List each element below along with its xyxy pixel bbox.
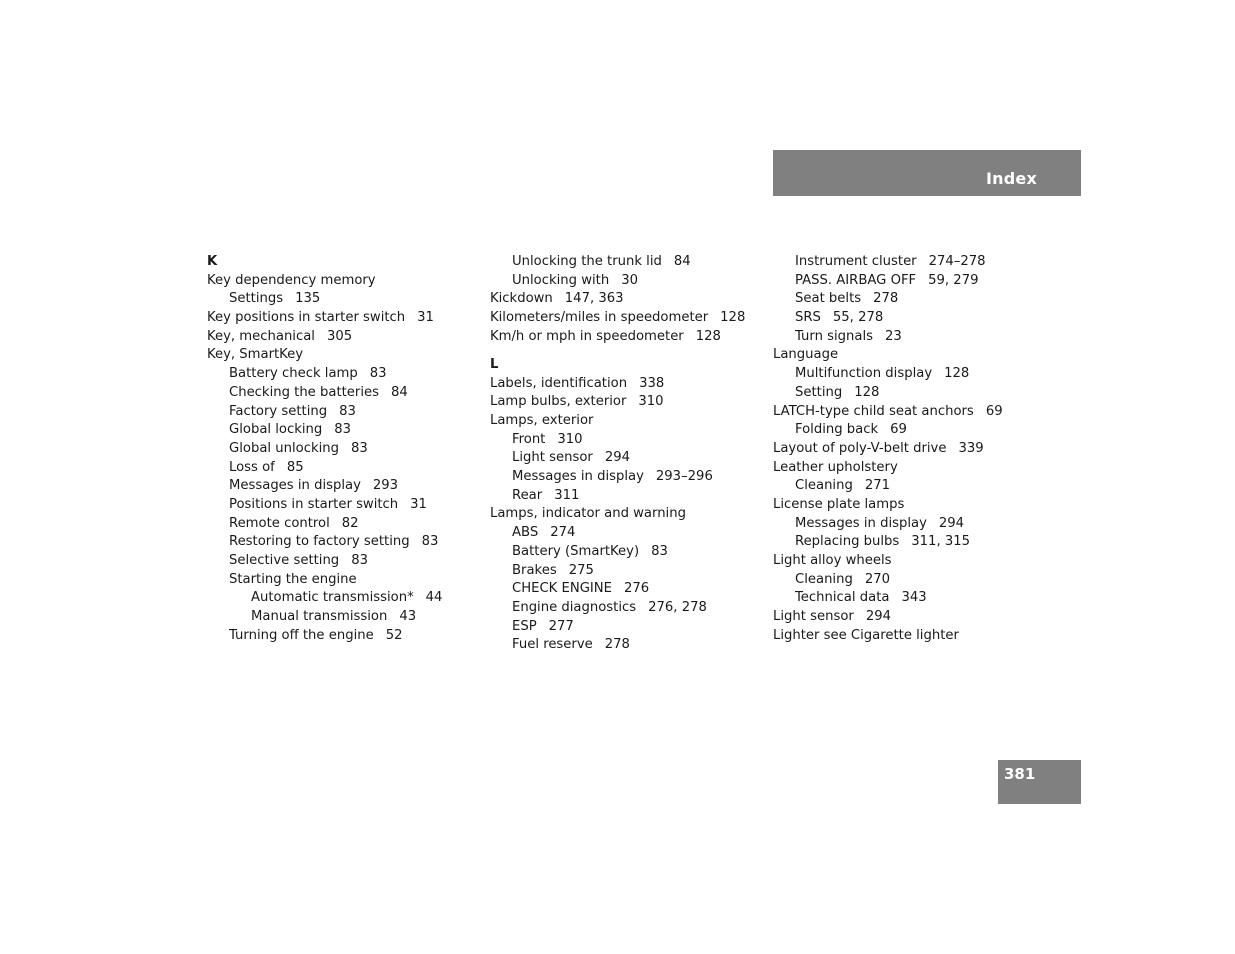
index-entry-page: 274 (550, 525, 576, 541)
index-entry-term: Messages in display (512, 469, 644, 485)
index-entry-term: Light sensor (773, 609, 854, 625)
index-entry-page: 128 (695, 328, 721, 344)
index-entry (207, 477, 477, 496)
page-number-box (998, 760, 1081, 804)
index-entry (773, 328, 1043, 347)
index-entry (773, 309, 1043, 328)
index-entry-term: LATCH-type child seat anchors (773, 403, 974, 419)
index-entry (207, 440, 477, 459)
index-entry (207, 496, 477, 515)
index-entry (490, 272, 760, 291)
index-entry-term: Unlocking the trunk lid (512, 254, 662, 269)
index-entry-term: SRS (795, 310, 821, 326)
index-entry (207, 589, 477, 608)
index-entry-term: Selective setting (229, 553, 340, 568)
header-bar (773, 150, 1081, 196)
index-entry (773, 496, 1043, 515)
index-entry (773, 403, 1043, 422)
index-entry-page: 44 (425, 590, 443, 606)
index-entry-page: 55, 278 (832, 310, 884, 326)
index-entry-page: 135 (295, 291, 321, 307)
index-entry-term: Folding back (795, 422, 879, 438)
index-entry-term: Settings (229, 291, 284, 307)
index-entry (490, 487, 760, 506)
index-entry (207, 571, 477, 590)
index-entry-term: Turn signals (795, 328, 874, 344)
index-entry-term: Key dependency memory (207, 272, 376, 288)
index-entry (490, 599, 760, 618)
index-entry-page: 83 (421, 534, 439, 550)
index-entry (207, 309, 477, 328)
index-entry (490, 449, 760, 468)
index-entry (207, 515, 477, 534)
index-entry (773, 627, 1043, 646)
index-entry-page: 83 (351, 440, 368, 456)
index-entry (207, 365, 477, 384)
index-entry-page: 278 (604, 637, 630, 653)
index-entry-page: 31 (417, 310, 434, 326)
index-entry-term: Lighter see Cigarette lighter (773, 627, 959, 643)
index-entry-term: Front (512, 431, 546, 447)
index-entry-term: Light alloy wheels (773, 553, 892, 568)
index-entry-term: Fuel reserve (512, 637, 593, 653)
index-entry (490, 375, 760, 394)
index-entry (207, 533, 477, 552)
index-entry-term: Kilometers/miles in speedometer (490, 310, 709, 326)
index-entry (207, 403, 477, 422)
index-entry-term: Checking the batteries (229, 384, 379, 400)
page-title: Index (986, 169, 1037, 188)
index-entry (773, 440, 1043, 459)
index-entry-term: Key positions in starter switch (207, 310, 406, 326)
index-entry-page: 311 (554, 487, 580, 503)
index-entry (490, 393, 760, 412)
index-entry-page: 43 (399, 609, 417, 625)
index-entry-page: 310 (638, 394, 664, 410)
index-entry-term: Global locking (229, 422, 323, 438)
index-entry-term: Automatic transmission* (251, 590, 414, 606)
index-entry (207, 459, 477, 478)
index-entry-term: Km/h or mph in speedometer (490, 328, 684, 344)
index-entry-term: ESP (512, 618, 537, 634)
index-entry-term: Unlocking with (512, 272, 610, 288)
index-entry (773, 477, 1043, 496)
index-entry-page: 128 (720, 310, 746, 326)
index-entry-term: Setting (795, 384, 843, 400)
index-column-3 (773, 253, 1043, 645)
index-entry-page: 278 (873, 291, 899, 307)
index-entry (773, 421, 1043, 440)
index-entry-page: 147, 363 (564, 291, 624, 307)
index-entry-term: Global unlocking (229, 440, 339, 456)
index-entry-page: 82 (341, 515, 359, 531)
index-entry (773, 290, 1043, 309)
index-entry-term: CHECK ENGINE (512, 581, 613, 597)
index-entry-page: 83 (339, 403, 356, 419)
index-entry (207, 627, 477, 646)
index-entry-page: 69 (890, 422, 907, 438)
index-entry-page: 311, 315 (911, 534, 971, 550)
index-entry-page: 30 (621, 272, 638, 288)
index-entry-page: 293–296 (655, 469, 713, 485)
index-entry-page: 271 (864, 478, 890, 494)
index-entry-page: 339 (958, 440, 984, 456)
index-entry-page: 69 (985, 403, 1003, 419)
index-entry-page: 84 (390, 384, 408, 400)
index-entry (773, 253, 1043, 272)
index-entry (773, 589, 1043, 608)
index-entry-page: 338 (639, 375, 665, 391)
index-entry-term: Multifunction display (795, 366, 933, 382)
index-entry-page: 23 (885, 328, 902, 344)
index-entry-term: Layout of poly-V-belt drive (773, 440, 947, 456)
index-entry-term: Leather upholstery (773, 459, 898, 475)
index-entry-term: Lamps, indicator and warning (490, 506, 686, 522)
index-entry (207, 421, 477, 440)
index-entry (773, 459, 1043, 478)
index-entry (207, 384, 477, 403)
index-entry-page: 31 (410, 496, 427, 512)
index-entry-term: Messages in display (795, 515, 927, 531)
index-entry (490, 618, 760, 637)
index-entry-page: 83 (334, 422, 352, 438)
index-entry-term: Kickdown (490, 291, 553, 307)
index-entry (207, 552, 477, 571)
index-entry-page: 274–278 (928, 254, 986, 269)
index-entry (207, 346, 477, 365)
index-entry-term: Brakes (512, 562, 557, 578)
index-entry (490, 309, 760, 328)
index-entry-term: Restoring to factory setting (229, 534, 410, 550)
index-entry-term: Seat belts (795, 291, 862, 307)
index-entry-page: 276, 278 (648, 599, 707, 615)
index-entry-term: Replacing bulbs (795, 534, 900, 550)
index-entry-term: Language (773, 347, 839, 363)
index-entry-term: ABS (512, 525, 539, 541)
index-entry (490, 580, 760, 599)
index-entry (207, 608, 477, 627)
index-entry (490, 253, 760, 272)
index-entry (490, 468, 760, 487)
index-entry-term: Cleaning (795, 478, 853, 494)
index-entry-page: 83 (351, 553, 368, 568)
index-entry-term: Technical data (795, 590, 890, 606)
index-entry-term: Labels, identification (490, 375, 628, 391)
index-entry-term: Lamp bulbs, exterior (490, 394, 627, 410)
index-entry-page: 294 (604, 450, 630, 466)
page-number: 381 (1004, 765, 1036, 783)
index-entry-term: Factory setting (229, 403, 328, 419)
index-entry-term: Rear (512, 487, 543, 503)
index-entry-page: 277 (548, 618, 574, 634)
index-entry-term: Cleaning (795, 571, 853, 587)
index-entry-term: Battery (SmartKey) (512, 543, 640, 559)
index-entry-page: 270 (864, 571, 890, 587)
index-column-2 (490, 253, 760, 655)
index-entry-term: Messages in display (229, 478, 361, 494)
index-entry (490, 562, 760, 581)
index-entry-term: Positions in starter switch (229, 496, 399, 512)
index-entry (490, 431, 760, 450)
index-entry (773, 272, 1043, 291)
index-entry-term: Lamps, exterior (490, 413, 594, 428)
index-entry (773, 552, 1043, 571)
section-gap (490, 346, 760, 356)
index-entry (773, 515, 1043, 534)
index-entry-term: Manual transmission (251, 609, 388, 625)
index-entry-term: Turning off the engine (229, 627, 374, 643)
index-entry (773, 533, 1043, 552)
index-entry-page: 84 (673, 254, 691, 269)
index-entry (490, 524, 760, 543)
index-entry-term: Remote control (229, 515, 330, 531)
index-entry-term: Starting the engine (229, 571, 357, 587)
index-entry (490, 543, 760, 562)
index-entry-page: 83 (651, 543, 668, 559)
index-entry-page: 310 (557, 431, 583, 447)
index-entry (773, 608, 1043, 627)
index-letter-heading: L (490, 356, 499, 372)
index-entry-page: 305 (326, 328, 353, 344)
index-entry-term: Engine diagnostics (512, 599, 637, 615)
index-entry-page: 52 (385, 627, 403, 643)
index-entry-term: Key, SmartKey (207, 347, 304, 363)
index-entry-page: 294 (865, 609, 891, 625)
index-entry-term: Key, mechanical (207, 328, 315, 344)
index-entry (490, 328, 760, 347)
index-entry-page: 59, 279 (928, 272, 979, 288)
index-entry (490, 505, 760, 524)
index-entry (207, 328, 477, 347)
index-entry-page: 293 (372, 478, 399, 494)
index-entry-page: 83 (369, 366, 387, 382)
index-letter-heading: K (207, 254, 218, 269)
index-entry-term: Light sensor (512, 450, 593, 466)
index-entry-page: 85 (286, 459, 304, 475)
index-entry-page: 275 (568, 562, 594, 578)
index-entry (490, 412, 760, 431)
index-entry-term: PASS. AIRBAG OFF (795, 272, 917, 288)
index-entry-page: 128 (854, 384, 880, 400)
index-column-1 (207, 253, 477, 645)
index-entry (490, 636, 760, 655)
index-entry-term: License plate lamps (773, 496, 905, 512)
index-entry (773, 365, 1043, 384)
index-entry-page: 294 (938, 515, 965, 531)
index-entry-page: 276 (624, 581, 650, 597)
index-entry-page: 128 (944, 366, 970, 382)
index-entry (490, 290, 760, 309)
index-entry-term: Battery check lamp (229, 366, 358, 382)
index-entry (207, 290, 477, 309)
index-entry-term: Instrument cluster (795, 254, 917, 269)
index-entry (773, 384, 1043, 403)
index-entry-page: 343 (901, 590, 927, 606)
index-entry (773, 571, 1043, 590)
index-entry (207, 272, 477, 291)
index-entry (773, 346, 1043, 365)
index-entry-term: Loss of (229, 459, 275, 475)
